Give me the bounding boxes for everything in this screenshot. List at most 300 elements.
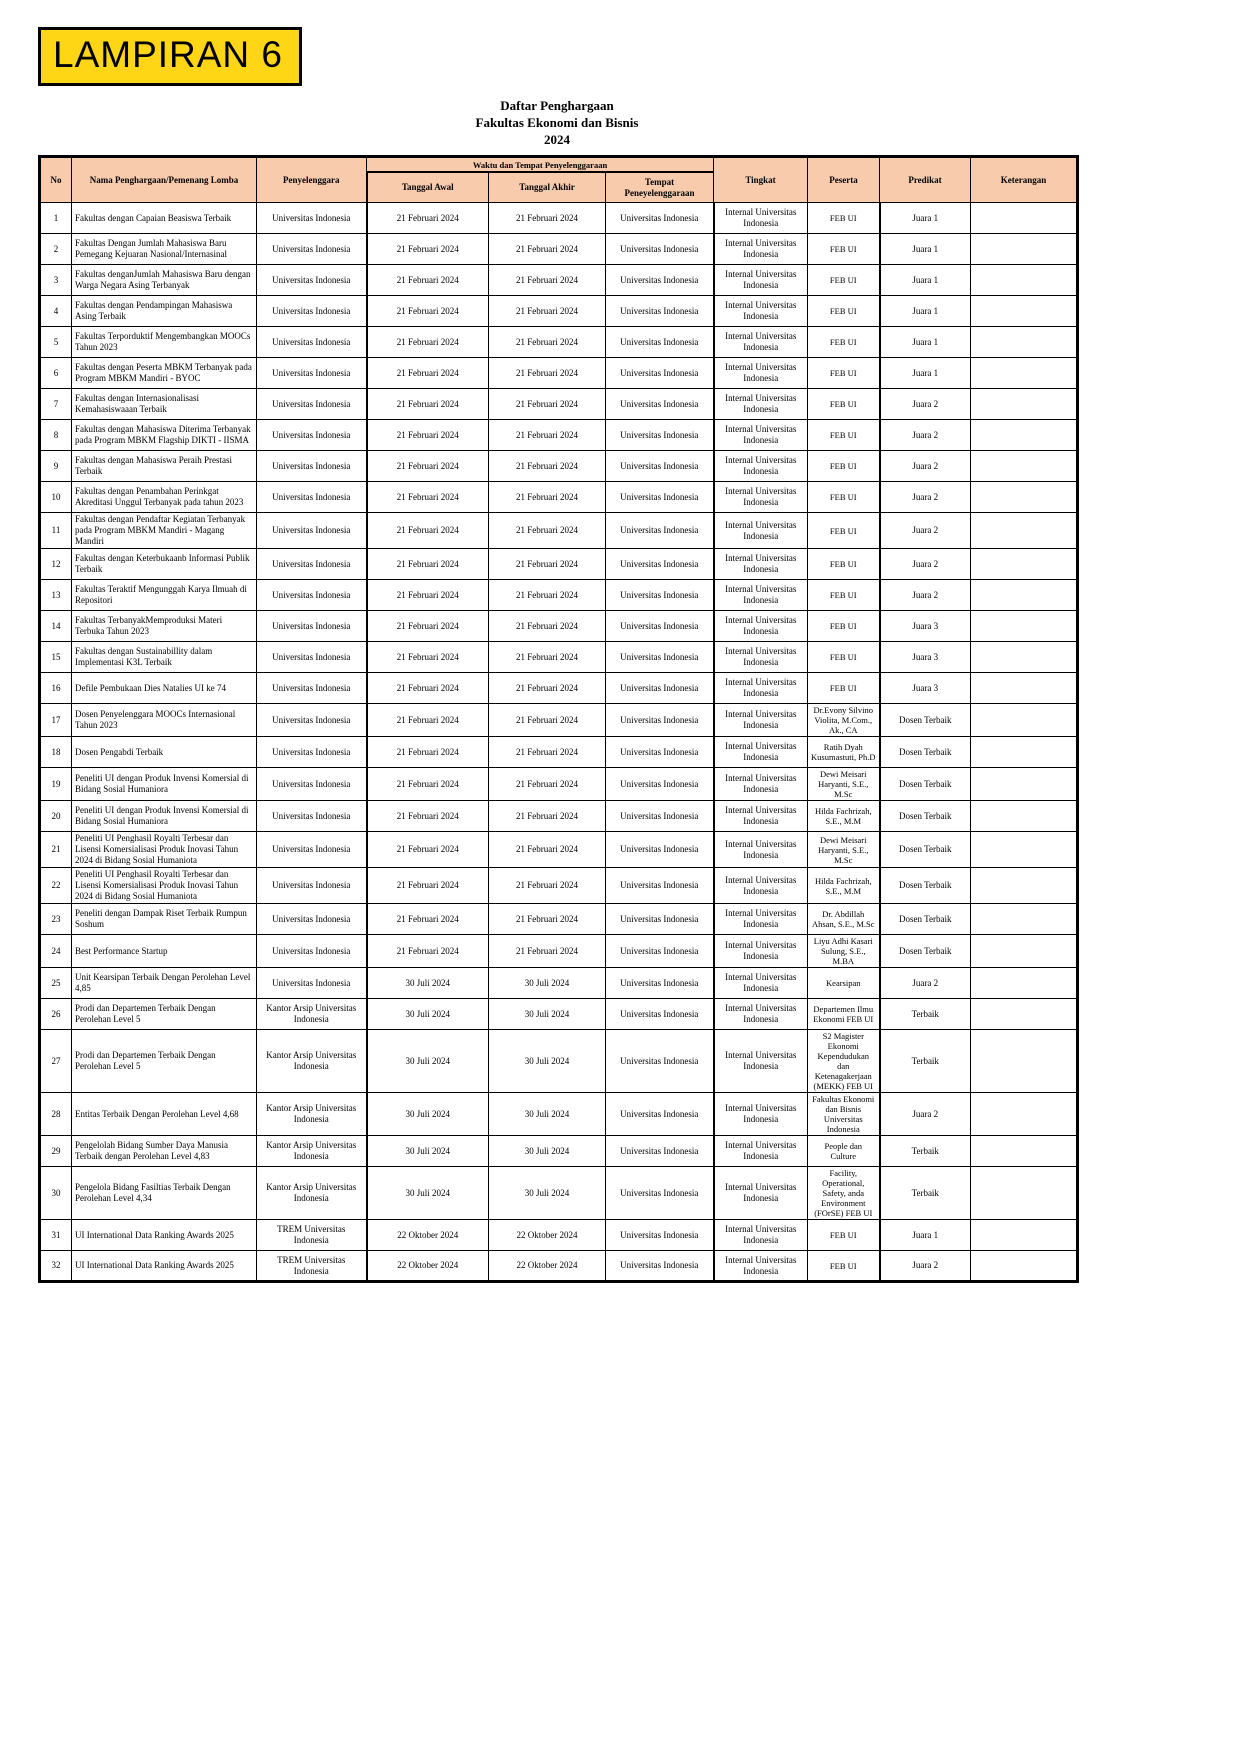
title-line-1: Daftar Penghargaan xyxy=(500,98,614,113)
cell-no: 13 xyxy=(40,580,72,611)
cell-peserta: Hilda Fachrizah, S.E., M.M xyxy=(808,868,880,904)
cell-tanggal-awal: 21 Februari 2024 xyxy=(367,420,489,451)
cell-predikat: Juara 1 xyxy=(880,296,971,327)
cell-tanggal-akhir: 21 Februari 2024 xyxy=(489,327,606,358)
cell-tanggal-akhir: 21 Februari 2024 xyxy=(489,420,606,451)
cell-penyelenggara: Universitas Indonesia xyxy=(257,611,367,642)
cell-tanggal-akhir: 21 Februari 2024 xyxy=(489,389,606,420)
cell-nama: Defile Pembukaan Dies Natalies UI ke 74 xyxy=(72,673,257,704)
cell-no: 26 xyxy=(40,999,72,1030)
cell-peserta: Ratih Dyah Kusumastuti, Ph.D xyxy=(808,737,880,768)
cell-peserta: S2 Magister Ekonomi Kependudukan dan Ketenagakerjaan (MEKK) FEB UI xyxy=(808,1030,880,1093)
col-header-tanggal-awal: Tanggal Awal xyxy=(367,172,489,203)
cell-predikat: Terbaik xyxy=(880,1030,971,1093)
cell-no: 28 xyxy=(40,1093,72,1136)
cell-penyelenggara: Universitas Indonesia xyxy=(257,737,367,768)
cell-penyelenggara: Universitas Indonesia xyxy=(257,358,367,389)
table-row xyxy=(40,420,1078,451)
cell-no: 1 xyxy=(40,203,72,234)
cell-predikat: Dosen Terbaik xyxy=(880,868,971,904)
table-row xyxy=(40,580,1078,611)
cell-peserta: Departemen Ilmu Ekonomi FEB UI xyxy=(808,999,880,1030)
cell-nama: Fakultas dengan Internasionalisasi Kemahasiswaaan Terbaik xyxy=(72,389,257,420)
cell-tempat: Universitas Indonesia xyxy=(606,203,714,234)
cell-tingkat: Internal Universitas Indonesia xyxy=(714,482,808,513)
cell-penyelenggara: TREM Universitas Indonesia xyxy=(257,1220,367,1251)
cell-keterangan xyxy=(971,1251,1078,1282)
cell-keterangan xyxy=(971,611,1078,642)
cell-no: 25 xyxy=(40,968,72,999)
cell-predikat: Dosen Terbaik xyxy=(880,768,971,801)
cell-no: 11 xyxy=(40,513,72,549)
cell-peserta: People dan Culture xyxy=(808,1136,880,1167)
cell-nama: Peneliti UI Penghasil Royalti Terbesar dan Lisensi Komersialisasi Produk Inovasi Tahun 2024 di Bidang Sosial Humaniota xyxy=(72,868,257,904)
cell-keterangan xyxy=(971,234,1078,265)
cell-no: 7 xyxy=(40,389,72,420)
cell-peserta: FEB UI xyxy=(808,642,880,673)
cell-predikat: Dosen Terbaik xyxy=(880,801,971,832)
cell-tingkat: Internal Universitas Indonesia xyxy=(714,1220,808,1251)
col-header-tingkat: Tingkat xyxy=(714,157,808,203)
cell-no: 3 xyxy=(40,265,72,296)
cell-tingkat: Internal Universitas Indonesia xyxy=(714,642,808,673)
col-header-waktu-group: Waktu dan Tempat Penyelenggaraan xyxy=(367,157,714,173)
cell-tanggal-awal: 21 Februari 2024 xyxy=(367,642,489,673)
document-title xyxy=(38,97,1076,148)
cell-tingkat: Internal Universitas Indonesia xyxy=(714,801,808,832)
cell-keterangan xyxy=(971,999,1078,1030)
cell-peserta: Dr.Evony Silvino Violita, M.Com., Ak., CA xyxy=(808,704,880,737)
cell-tanggal-akhir: 21 Februari 2024 xyxy=(489,904,606,935)
cell-no: 30 xyxy=(40,1167,72,1220)
cell-no: 22 xyxy=(40,868,72,904)
cell-penyelenggara: Kantor Arsip Universitas Indonesia xyxy=(257,1030,367,1093)
col-header-keterangan: Keterangan xyxy=(971,157,1078,203)
cell-penyelenggara: Universitas Indonesia xyxy=(257,801,367,832)
cell-penyelenggara: Universitas Indonesia xyxy=(257,868,367,904)
cell-nama: Prodi dan Departemen Terbaik Dengan Perolehan Level 5 xyxy=(72,999,257,1030)
cell-penyelenggara: Kantor Arsip Universitas Indonesia xyxy=(257,1093,367,1136)
cell-tanggal-akhir: 21 Februari 2024 xyxy=(489,451,606,482)
cell-tanggal-awal: 21 Februari 2024 xyxy=(367,389,489,420)
cell-tanggal-awal: 22 Oktober 2024 xyxy=(367,1251,489,1282)
cell-penyelenggara: Universitas Indonesia xyxy=(257,704,367,737)
table-row xyxy=(40,513,1078,549)
cell-no: 20 xyxy=(40,801,72,832)
cell-tanggal-akhir: 21 Februari 2024 xyxy=(489,203,606,234)
cell-tingkat: Internal Universitas Indonesia xyxy=(714,549,808,580)
cell-tempat: Universitas Indonesia xyxy=(606,420,714,451)
cell-keterangan xyxy=(971,1220,1078,1251)
cell-tanggal-akhir: 21 Februari 2024 xyxy=(489,673,606,704)
cell-keterangan xyxy=(971,420,1078,451)
cell-tempat: Universitas Indonesia xyxy=(606,832,714,868)
cell-nama: Fakultas TerbanyakMemproduksi Materi Terbuka Tahun 2023 xyxy=(72,611,257,642)
cell-no: 5 xyxy=(40,327,72,358)
table-row xyxy=(40,1251,1078,1282)
cell-penyelenggara: Universitas Indonesia xyxy=(257,420,367,451)
cell-tingkat: Internal Universitas Indonesia xyxy=(714,420,808,451)
cell-nama: Dosen Pengabdi Terbaik xyxy=(72,737,257,768)
cell-tempat: Universitas Indonesia xyxy=(606,999,714,1030)
cell-keterangan xyxy=(971,1167,1078,1220)
cell-tanggal-awal: 21 Februari 2024 xyxy=(367,327,489,358)
cell-keterangan xyxy=(971,389,1078,420)
cell-tingkat: Internal Universitas Indonesia xyxy=(714,296,808,327)
cell-tanggal-awal: 21 Februari 2024 xyxy=(367,868,489,904)
cell-tingkat: Internal Universitas Indonesia xyxy=(714,737,808,768)
cell-tanggal-awal: 21 Februari 2024 xyxy=(367,704,489,737)
cell-peserta: FEB UI xyxy=(808,420,880,451)
cell-nama: Peneliti UI dengan Produk Invensi Komersial di Bidang Sosial Humaniora xyxy=(72,801,257,832)
cell-tanggal-awal: 21 Februari 2024 xyxy=(367,451,489,482)
cell-predikat: Juara 1 xyxy=(880,327,971,358)
cell-penyelenggara: Universitas Indonesia xyxy=(257,832,367,868)
cell-keterangan xyxy=(971,203,1078,234)
cell-peserta: FEB UI xyxy=(808,513,880,549)
cell-tanggal-awal: 21 Februari 2024 xyxy=(367,513,489,549)
table-row xyxy=(40,904,1078,935)
cell-tingkat: Internal Universitas Indonesia xyxy=(714,999,808,1030)
cell-penyelenggara: Universitas Indonesia xyxy=(257,935,367,968)
cell-peserta: FEB UI xyxy=(808,1220,880,1251)
cell-tempat: Universitas Indonesia xyxy=(606,389,714,420)
cell-tempat: Universitas Indonesia xyxy=(606,1030,714,1093)
cell-no: 24 xyxy=(40,935,72,968)
table-row xyxy=(40,935,1078,968)
cell-tingkat: Internal Universitas Indonesia xyxy=(714,1030,808,1093)
cell-predikat: Juara 3 xyxy=(880,611,971,642)
cell-tanggal-awal: 21 Februari 2024 xyxy=(367,801,489,832)
cell-tempat: Universitas Indonesia xyxy=(606,642,714,673)
cell-tanggal-akhir: 30 Juli 2024 xyxy=(489,1136,606,1167)
table-row xyxy=(40,1136,1078,1167)
cell-tempat: Universitas Indonesia xyxy=(606,611,714,642)
cell-tanggal-awal: 21 Februari 2024 xyxy=(367,611,489,642)
cell-tempat: Universitas Indonesia xyxy=(606,1136,714,1167)
col-header-penyelenggara: Penyelenggara xyxy=(257,157,367,203)
cell-predikat: Juara 2 xyxy=(880,420,971,451)
cell-tempat: Universitas Indonesia xyxy=(606,737,714,768)
table-header xyxy=(40,157,1078,203)
table-row xyxy=(40,296,1078,327)
cell-penyelenggara: Universitas Indonesia xyxy=(257,451,367,482)
cell-tanggal-awal: 30 Juli 2024 xyxy=(367,1136,489,1167)
cell-keterangan xyxy=(971,904,1078,935)
cell-tingkat: Internal Universitas Indonesia xyxy=(714,768,808,801)
cell-tanggal-akhir: 30 Juli 2024 xyxy=(489,1030,606,1093)
cell-no: 23 xyxy=(40,904,72,935)
cell-nama: Peneliti UI Penghasil Royalti Terbesar dan Lisensi Komersialisasi Produk Inovasi Tahun 2024 di Bidang Sosial Humaniota xyxy=(72,832,257,868)
cell-tingkat: Internal Universitas Indonesia xyxy=(714,704,808,737)
lampiran-label: LAMPIRAN 6 xyxy=(38,27,302,86)
cell-tanggal-akhir: 21 Februari 2024 xyxy=(489,935,606,968)
cell-predikat: Juara 2 xyxy=(880,549,971,580)
cell-tanggal-akhir: 21 Februari 2024 xyxy=(489,868,606,904)
cell-tanggal-akhir: 21 Februari 2024 xyxy=(489,296,606,327)
cell-tanggal-awal: 30 Juli 2024 xyxy=(367,1093,489,1136)
awards-table-body xyxy=(40,203,1078,1282)
cell-tingkat: Internal Universitas Indonesia xyxy=(714,234,808,265)
table-row xyxy=(40,968,1078,999)
cell-tanggal-akhir: 30 Juli 2024 xyxy=(489,968,606,999)
cell-keterangan xyxy=(971,968,1078,999)
cell-tingkat: Internal Universitas Indonesia xyxy=(714,673,808,704)
cell-no: 15 xyxy=(40,642,72,673)
cell-tempat: Universitas Indonesia xyxy=(606,580,714,611)
cell-no: 4 xyxy=(40,296,72,327)
cell-tempat: Universitas Indonesia xyxy=(606,513,714,549)
cell-penyelenggara: Universitas Indonesia xyxy=(257,904,367,935)
col-header-nama: Nama Penghargaan/Pemenang Lomba xyxy=(72,157,257,203)
cell-penyelenggara: Universitas Indonesia xyxy=(257,549,367,580)
cell-predikat: Juara 2 xyxy=(880,1251,971,1282)
cell-peserta: Fakultas Ekonomi dan Bisnis Universitas Indonesia xyxy=(808,1093,880,1136)
cell-nama: Dosen Penyelenggara MOOCs Internasional Tahun 2023 xyxy=(72,704,257,737)
cell-tempat: Universitas Indonesia xyxy=(606,968,714,999)
cell-keterangan xyxy=(971,358,1078,389)
cell-peserta: Dr. Abdillah Ahsan, S.E., M.Sc xyxy=(808,904,880,935)
cell-nama: Fakultas dengan Peserta MBKM Terbanyak pada Program MBKM Mandiri - BYOC xyxy=(72,358,257,389)
table-row xyxy=(40,265,1078,296)
cell-tingkat: Internal Universitas Indonesia xyxy=(714,611,808,642)
cell-peserta: FEB UI xyxy=(808,1251,880,1282)
cell-predikat: Juara 3 xyxy=(880,673,971,704)
cell-predikat: Terbaik xyxy=(880,1136,971,1167)
cell-tempat: Universitas Indonesia xyxy=(606,327,714,358)
cell-keterangan xyxy=(971,737,1078,768)
cell-keterangan xyxy=(971,1030,1078,1093)
cell-predikat: Juara 2 xyxy=(880,482,971,513)
cell-tanggal-akhir: 21 Februari 2024 xyxy=(489,801,606,832)
cell-tanggal-awal: 22 Oktober 2024 xyxy=(367,1220,489,1251)
cell-tempat: Universitas Indonesia xyxy=(606,935,714,968)
cell-predikat: Terbaik xyxy=(880,1167,971,1220)
col-header-predikat: Predikat xyxy=(880,157,971,203)
cell-keterangan xyxy=(971,549,1078,580)
awards-table xyxy=(38,155,1079,1283)
cell-no: 16 xyxy=(40,673,72,704)
cell-predikat: Terbaik xyxy=(880,999,971,1030)
cell-tanggal-akhir: 22 Oktober 2024 xyxy=(489,1220,606,1251)
cell-no: 18 xyxy=(40,737,72,768)
cell-predikat: Dosen Terbaik xyxy=(880,704,971,737)
cell-peserta: FEB UI xyxy=(808,673,880,704)
table-row xyxy=(40,1167,1078,1220)
cell-nama: Fakultas Teraktif Mengunggah Karya Ilmuah di Repositori xyxy=(72,580,257,611)
cell-nama: Fakultas dengan Penambahan Perinkgat Akreditasi Unggul Terbanyak pada tahun 2023 xyxy=(72,482,257,513)
cell-keterangan xyxy=(971,513,1078,549)
cell-tanggal-awal: 30 Juli 2024 xyxy=(367,1167,489,1220)
cell-predikat: Dosen Terbaik xyxy=(880,935,971,968)
cell-tanggal-akhir: 30 Juli 2024 xyxy=(489,1167,606,1220)
cell-keterangan xyxy=(971,642,1078,673)
cell-tanggal-akhir: 21 Februari 2024 xyxy=(489,265,606,296)
table-row xyxy=(40,832,1078,868)
cell-tempat: Universitas Indonesia xyxy=(606,801,714,832)
cell-keterangan xyxy=(971,482,1078,513)
cell-nama: Fakultas Dengan Jumlah Mahasiswa Baru Pemegang Kejuaran Nasional/Internasinal xyxy=(72,234,257,265)
cell-tanggal-awal: 30 Juli 2024 xyxy=(367,999,489,1030)
cell-tingkat: Internal Universitas Indonesia xyxy=(714,358,808,389)
cell-tempat: Universitas Indonesia xyxy=(606,1093,714,1136)
cell-tanggal-awal: 21 Februari 2024 xyxy=(367,904,489,935)
cell-tanggal-awal: 21 Februari 2024 xyxy=(367,935,489,968)
cell-predikat: Juara 2 xyxy=(880,451,971,482)
cell-penyelenggara: Universitas Indonesia xyxy=(257,203,367,234)
cell-tanggal-akhir: 21 Februari 2024 xyxy=(489,549,606,580)
cell-penyelenggara: Universitas Indonesia xyxy=(257,513,367,549)
cell-tanggal-awal: 30 Juli 2024 xyxy=(367,968,489,999)
cell-keterangan xyxy=(971,451,1078,482)
cell-keterangan xyxy=(971,327,1078,358)
cell-no: 17 xyxy=(40,704,72,737)
cell-nama: Fakultas dengan Mahasiswa Peraih Prestasi Terbaik xyxy=(72,451,257,482)
table-row xyxy=(40,389,1078,420)
cell-nama: Fakultas dengan Capaian Beasiswa Terbaik xyxy=(72,203,257,234)
cell-keterangan xyxy=(971,296,1078,327)
cell-predikat: Juara 2 xyxy=(880,580,971,611)
cell-peserta: FEB UI xyxy=(808,234,880,265)
cell-tanggal-akhir: 30 Juli 2024 xyxy=(489,999,606,1030)
cell-peserta: FEB UI xyxy=(808,549,880,580)
cell-peserta: FEB UI xyxy=(808,580,880,611)
cell-predikat: Juara 2 xyxy=(880,1093,971,1136)
cell-peserta: FEB UI xyxy=(808,358,880,389)
cell-penyelenggara: TREM Universitas Indonesia xyxy=(257,1251,367,1282)
cell-predikat: Juara 2 xyxy=(880,513,971,549)
cell-tingkat: Internal Universitas Indonesia xyxy=(714,513,808,549)
cell-tempat: Universitas Indonesia xyxy=(606,296,714,327)
cell-no: 31 xyxy=(40,1220,72,1251)
cell-tingkat: Internal Universitas Indonesia xyxy=(714,265,808,296)
cell-penyelenggara: Universitas Indonesia xyxy=(257,296,367,327)
cell-tingkat: Internal Universitas Indonesia xyxy=(714,1136,808,1167)
cell-peserta: FEB UI xyxy=(808,389,880,420)
cell-no: 27 xyxy=(40,1030,72,1093)
cell-peserta: FEB UI xyxy=(808,611,880,642)
cell-peserta: Hilda Fachrizah, S.E., M.M xyxy=(808,801,880,832)
table-row xyxy=(40,358,1078,389)
table-row xyxy=(40,1030,1078,1093)
cell-keterangan xyxy=(971,1136,1078,1167)
cell-keterangan xyxy=(971,801,1078,832)
cell-peserta: Liyu Adhi Kasari Sulung, S.E., M.BA xyxy=(808,935,880,968)
cell-tingkat: Internal Universitas Indonesia xyxy=(714,968,808,999)
cell-no: 12 xyxy=(40,549,72,580)
cell-tanggal-akhir: 21 Februari 2024 xyxy=(489,768,606,801)
title-line-3: 2024 xyxy=(544,132,570,147)
cell-no: 21 xyxy=(40,832,72,868)
cell-tempat: Universitas Indonesia xyxy=(606,1167,714,1220)
table-row xyxy=(40,611,1078,642)
cell-tempat: Universitas Indonesia xyxy=(606,1251,714,1282)
cell-tanggal-awal: 21 Februari 2024 xyxy=(367,234,489,265)
cell-tanggal-akhir: 21 Februari 2024 xyxy=(489,358,606,389)
cell-tempat: Universitas Indonesia xyxy=(606,234,714,265)
cell-peserta: Kearsipan xyxy=(808,968,880,999)
cell-tingkat: Internal Universitas Indonesia xyxy=(714,832,808,868)
cell-tempat: Universitas Indonesia xyxy=(606,704,714,737)
cell-no: 8 xyxy=(40,420,72,451)
cell-predikat: Dosen Terbaik xyxy=(880,904,971,935)
cell-predikat: Dosen Terbaik xyxy=(880,832,971,868)
cell-tingkat: Internal Universitas Indonesia xyxy=(714,580,808,611)
cell-keterangan xyxy=(971,868,1078,904)
table-row xyxy=(40,801,1078,832)
cell-nama: Entitas Terbaik Dengan Perolehan Level 4,68 xyxy=(72,1093,257,1136)
cell-tanggal-akhir: 21 Februari 2024 xyxy=(489,737,606,768)
table-row xyxy=(40,999,1078,1030)
cell-tempat: Universitas Indonesia xyxy=(606,549,714,580)
cell-nama: Pengelolah Bidang Sumber Daya Manusia Terbaik dengan Perolehan Level 4,83 xyxy=(72,1136,257,1167)
cell-tanggal-awal: 21 Februari 2024 xyxy=(367,580,489,611)
cell-tempat: Universitas Indonesia xyxy=(606,358,714,389)
cell-peserta: Dewi Meisari Haryanti, S.E., M.Sc xyxy=(808,768,880,801)
cell-no: 29 xyxy=(40,1136,72,1167)
cell-no: 2 xyxy=(40,234,72,265)
cell-predikat: Juara 3 xyxy=(880,642,971,673)
cell-predikat: Juara 1 xyxy=(880,358,971,389)
cell-tingkat: Internal Universitas Indonesia xyxy=(714,451,808,482)
cell-tanggal-awal: 21 Februari 2024 xyxy=(367,673,489,704)
cell-tingkat: Internal Universitas Indonesia xyxy=(714,389,808,420)
cell-no: 32 xyxy=(40,1251,72,1282)
cell-tingkat: Internal Universitas Indonesia xyxy=(714,904,808,935)
table-row xyxy=(40,1093,1078,1136)
cell-keterangan xyxy=(971,832,1078,868)
cell-keterangan xyxy=(971,1093,1078,1136)
cell-tempat: Universitas Indonesia xyxy=(606,482,714,513)
cell-penyelenggara: Universitas Indonesia xyxy=(257,768,367,801)
cell-tempat: Universitas Indonesia xyxy=(606,868,714,904)
cell-penyelenggara: Universitas Indonesia xyxy=(257,968,367,999)
cell-penyelenggara: Kantor Arsip Universitas Indonesia xyxy=(257,1167,367,1220)
cell-nama: Fakultas dengan Mahasiswa Diterima Terbanyak pada Program MBKM Flagship DIKTI - IISMA xyxy=(72,420,257,451)
table-row xyxy=(40,642,1078,673)
cell-tingkat: Internal Universitas Indonesia xyxy=(714,203,808,234)
table-row xyxy=(40,768,1078,801)
cell-nama: Peneliti UI dengan Produk Invensi Komersial di Bidang Sosial Humaniora xyxy=(72,768,257,801)
cell-nama: Unit Kearsipan Terbaik Dengan Perolehan Level 4,85 xyxy=(72,968,257,999)
cell-penyelenggara: Kantor Arsip Universitas Indonesia xyxy=(257,1136,367,1167)
cell-peserta: Dewi Meisari Haryanti, S.E., M.Sc xyxy=(808,832,880,868)
cell-penyelenggara: Universitas Indonesia xyxy=(257,642,367,673)
cell-penyelenggara: Universitas Indonesia xyxy=(257,327,367,358)
cell-penyelenggara: Universitas Indonesia xyxy=(257,234,367,265)
cell-peserta: FEB UI xyxy=(808,296,880,327)
cell-predikat: Juara 1 xyxy=(880,1220,971,1251)
cell-nama: Fakultas dengan Sustainabillity dalam Implementasi K3L Terbaik xyxy=(72,642,257,673)
cell-tempat: Universitas Indonesia xyxy=(606,265,714,296)
cell-nama: UI International Data Ranking Awards 2025 xyxy=(72,1251,257,1282)
cell-peserta: FEB UI xyxy=(808,482,880,513)
cell-keterangan xyxy=(971,580,1078,611)
cell-tanggal-akhir: 21 Februari 2024 xyxy=(489,580,606,611)
cell-keterangan xyxy=(971,673,1078,704)
cell-predikat: Juara 1 xyxy=(880,203,971,234)
table-row xyxy=(40,704,1078,737)
cell-nama: Fakultas Terporduktif Mengembangkan MOOCs Tahun 2023 xyxy=(72,327,257,358)
cell-tanggal-akhir: 30 Juli 2024 xyxy=(489,1093,606,1136)
cell-nama: Prodi dan Departemen Terbaik Dengan Perolehan Level 5 xyxy=(72,1030,257,1093)
table-row xyxy=(40,234,1078,265)
cell-tempat: Universitas Indonesia xyxy=(606,451,714,482)
cell-predikat: Juara 2 xyxy=(880,389,971,420)
cell-no: 9 xyxy=(40,451,72,482)
col-header-tempat: Tempat Peneyelenggaraan xyxy=(606,172,714,203)
cell-tanggal-awal: 21 Februari 2024 xyxy=(367,265,489,296)
